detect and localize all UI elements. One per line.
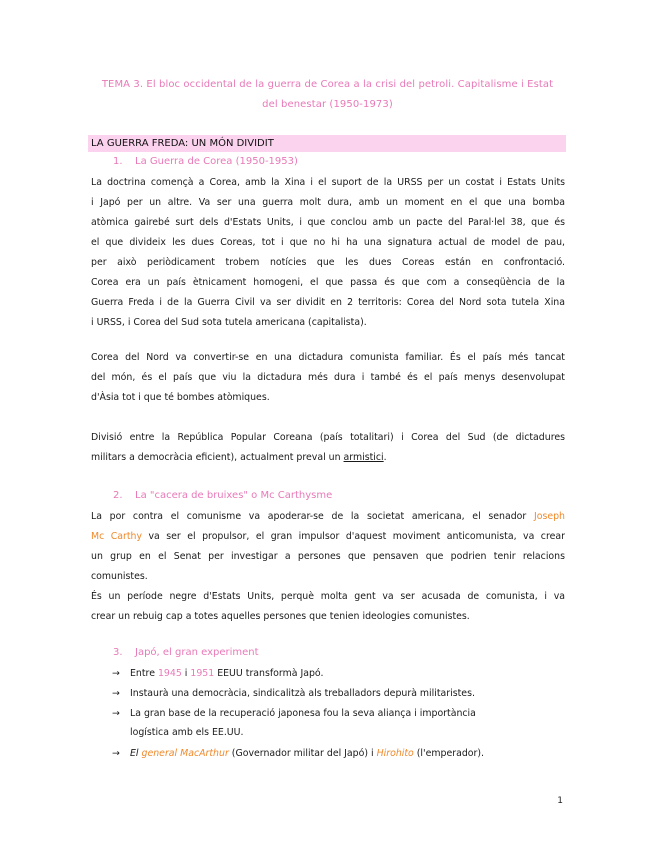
- subsection-number: 2.: [113, 490, 123, 501]
- text-line: atòmica gairebé surt dels d'Estats Units, i que conclou amb un pacte del Paral·lel 38, que és: [91, 217, 565, 228]
- paragraph-mccarthyism: [91, 507, 565, 627]
- subsection-number: 1.: [113, 156, 123, 167]
- text-fragment: (l'emperador).: [413, 748, 485, 759]
- subsection-number: 3.: [113, 647, 123, 658]
- arrow-icon: →: [112, 708, 120, 719]
- arrow-icon: →: [112, 668, 120, 679]
- name-mccarthy: Mc Carthy: [91, 531, 143, 542]
- subsection-heading-2: [113, 489, 332, 503]
- text-fragment: La por contra el comunisme va apoderar-se de la societat americana, el senador: [91, 511, 534, 522]
- text-line: [91, 507, 565, 527]
- text-line: comunistes.: [91, 571, 148, 582]
- title-line-1: TEMA 3. El bloc occidental de la guerra de Corea a la crisi del petroli. Capitalisme i Estat: [101, 79, 554, 90]
- armistici-link[interactable]: armistici: [343, 452, 384, 463]
- year-1951: 1951: [190, 668, 215, 679]
- page-number: 1: [557, 796, 563, 806]
- subsection-heading-3: [113, 646, 259, 660]
- text-fragment: va ser el propulsor, el gran impulsor d'aquest moviment anticomunista, va crear: [142, 531, 565, 542]
- text-line: i Japó per un altre. Va ser una guerra molt dura, amb un moment en el que una bomba: [91, 197, 565, 208]
- section-heading: LA GUERRA FREDA: UN MÓN DIVIDIT: [88, 135, 566, 152]
- text-line: [91, 448, 565, 468]
- subsection-title: Japó, el gran experiment: [135, 647, 259, 658]
- text-line: logística amb els EE.UU.: [130, 727, 244, 738]
- bullet-item: [112, 664, 572, 683]
- name-macarthur: general MacArthur: [141, 748, 229, 759]
- text-line: un grup en el Senat per investigar a persones que pensaven que podrien tenir relacions: [91, 551, 565, 562]
- text-line: Divisió entre la República Popular Coreana (país totalitari) i Corea del Sud (de dictadures: [91, 432, 565, 443]
- paragraph-korea-3: [91, 428, 565, 468]
- title-line-2: del benestar (1950-1973): [262, 99, 393, 110]
- text-fragment: Instaurà una democràcia, sindicalitzà als treballadors depurà militaristes.: [130, 688, 475, 699]
- paragraph-korea-2: [91, 348, 565, 408]
- text-line: del món, és el país que viu la dictadura més dura i també és el país menys desenvolupat: [91, 372, 565, 383]
- subsection-title: La Guerra de Corea (1950-1953): [135, 156, 298, 167]
- bullet-item: [112, 704, 572, 742]
- text-line: Corea era un país ètnicament homogeni, el que passa és que com a conseqüència de la: [91, 277, 565, 288]
- arrow-icon: →: [112, 748, 120, 759]
- text-fragment: i: [181, 668, 191, 679]
- subsection-heading-1: [113, 155, 298, 169]
- text-fragment: EEUU transformà Japó.: [214, 668, 324, 679]
- text-fragment: .: [383, 452, 387, 463]
- bullet-item: [112, 684, 572, 703]
- text-line: d'Àsia tot i que té bombes atòmiques.: [91, 392, 270, 403]
- text-line: Guerra Freda i de la Guerra Civil va ser dividit en 2 territoris: Corea del Nord sota tutela Xina: [91, 297, 565, 308]
- subsection-title: La "cacera de bruixes" o Mc Carthysme: [135, 490, 333, 501]
- text-line: Corea del Nord va convertir-se en una dictadura comunista familiar. És el país més tancat: [91, 352, 565, 363]
- bullet-item: [112, 744, 572, 763]
- text-fragment: (Governador militar del Japó) i: [228, 748, 377, 759]
- year-1945: 1945: [157, 668, 182, 679]
- text-line: i URSS, i Corea del Sud sota tutela americana (capitalista).: [91, 317, 367, 328]
- paragraph-korea-1: [91, 173, 565, 333]
- text-fragment: El: [130, 748, 142, 759]
- text-line: el que divideix les dues Coreas, tot i que no hi ha una signatura actual de model de pau,: [91, 237, 565, 248]
- text-line: [91, 527, 565, 547]
- text-fragment: Entre: [130, 668, 158, 679]
- name-joseph: Joseph: [533, 511, 565, 522]
- text-line: crear un rebuig cap a totes aquelles persones que tenien ideologies comunistes.: [91, 611, 470, 622]
- document-title: [90, 75, 565, 115]
- text-fragment: militars a democràcia eficient), actualment preval un: [91, 452, 344, 463]
- text-line: És un període negre d'Estats Units, perquè molta gent va ser acusada de comunista, i va: [91, 591, 565, 602]
- text-line: La doctrina començà a Corea, amb la Xina i el suport de la URSS per un costat i Estats Units: [91, 177, 565, 188]
- text-line: per això periòdicament trobem notícies que les dues Coreas están en confrontació.: [91, 257, 565, 268]
- text-fragment: La gran base de la recuperació japonesa fou la seva aliança i importància: [130, 708, 476, 719]
- name-hirohito: Hirohito: [376, 748, 414, 759]
- arrow-icon: →: [112, 688, 120, 699]
